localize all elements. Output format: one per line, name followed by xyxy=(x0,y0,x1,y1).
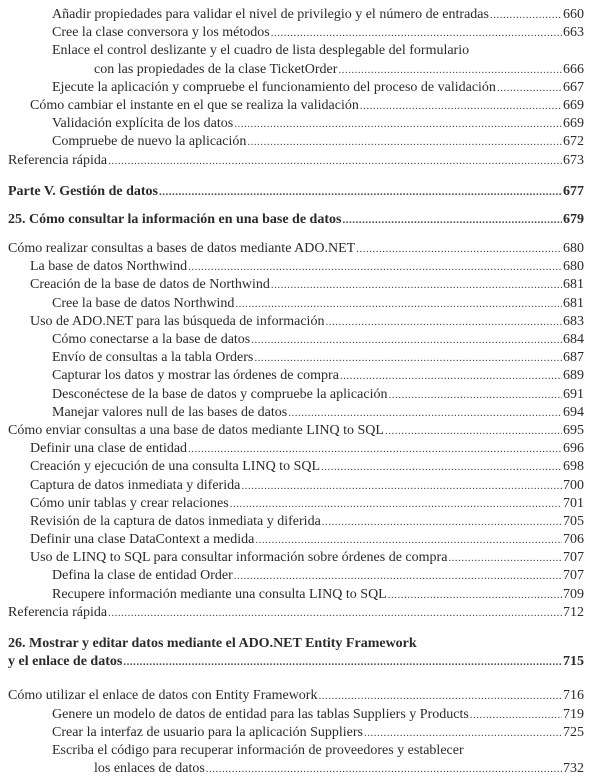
toc-entry xyxy=(8,760,584,778)
toc-heading xyxy=(8,653,584,671)
toc-heading xyxy=(8,211,584,229)
dot-leader xyxy=(108,604,562,622)
toc-entry xyxy=(8,152,584,170)
toc-entry-title: Uso de ADO.NET para las búsqueda de información xyxy=(30,313,325,329)
dot-leader xyxy=(254,349,562,367)
toc-entry xyxy=(8,79,584,97)
toc-entry-title: Definir una clase DataContext a medida xyxy=(30,532,255,548)
toc-entry-title: Capturar los datos y mostrar las órdenes de compra xyxy=(52,368,339,384)
toc-entry xyxy=(8,586,584,604)
toc-entry xyxy=(8,331,584,349)
toc-page-number: 700 xyxy=(563,477,584,493)
toc-page-number: 672 xyxy=(563,134,584,150)
toc-entry-title: Genere un modelo de datos de entidad para las tablas Suppliers y Products xyxy=(52,706,469,722)
toc-entry xyxy=(8,61,584,79)
toc-entry xyxy=(8,133,584,151)
toc-entry-title: Validación explícita de los datos xyxy=(52,116,234,132)
dot-leader xyxy=(388,386,562,404)
toc-entry-title: Ejecute la aplicación y compruebe el funcionamiento del proceso de validación xyxy=(52,79,496,95)
toc-entry xyxy=(8,24,584,42)
toc-page-number: 667 xyxy=(563,79,584,95)
toc-entry-title: Compruebe de nuevo la aplicación xyxy=(52,134,247,150)
toc-page-number: 677 xyxy=(563,183,584,199)
toc-page-number: 732 xyxy=(563,761,584,777)
dot-leader xyxy=(188,258,562,276)
toc-page-number: 681 xyxy=(563,277,584,293)
toc-page-number: 680 xyxy=(563,259,584,275)
toc-entry-title: Revisión de la captura de datos inmediata y diferida xyxy=(30,513,321,529)
toc-entry-title: 26. Mostrar y editar datos mediante el ADO.NET Entity Framework xyxy=(8,636,417,651)
toc-page-number: 696 xyxy=(563,441,584,457)
toc-page-number: 660 xyxy=(563,7,584,22)
toc-entry xyxy=(8,687,584,705)
dot-leader xyxy=(497,79,562,97)
toc-entry xyxy=(8,97,584,115)
toc-entry-title: Cómo unir tablas y crear relaciones xyxy=(30,495,229,511)
toc-entry-title: Definir una clase de entidad xyxy=(30,441,188,457)
dot-leader xyxy=(364,724,562,742)
toc-entry-title: Cómo realizar consultas a bases de datos mediante ADO.NET xyxy=(8,241,356,257)
toc-entry xyxy=(8,422,584,440)
dot-leader xyxy=(241,477,562,495)
toc-page-number: 673 xyxy=(563,152,584,168)
toc-entry xyxy=(8,258,584,276)
toc-entry-title-continued: con las propiedades de la clase TicketOrder xyxy=(94,61,338,77)
dot-leader xyxy=(188,440,562,458)
toc-page-number: 719 xyxy=(563,706,584,722)
toc-entry-title: Cree la base de datos Northwind xyxy=(52,295,235,311)
dot-leader xyxy=(108,152,562,170)
dot-leader xyxy=(448,549,562,567)
toc-page-number: 681 xyxy=(563,295,584,311)
toc-entry xyxy=(8,549,584,567)
toc-entry-title: Referencia rápida xyxy=(8,152,108,168)
toc-page-number: 666 xyxy=(563,61,584,77)
dot-leader xyxy=(271,24,562,42)
toc-entry xyxy=(8,495,584,513)
dot-leader xyxy=(340,367,562,385)
toc-entry-title: Cómo utilizar el enlace de datos con Entity Framework xyxy=(8,688,318,704)
toc-page-number: 725 xyxy=(563,724,584,740)
toc-page-number: 669 xyxy=(563,97,584,113)
toc-entry-title: Captura de datos inmediata y diferida xyxy=(30,477,241,493)
toc-entry-title: Escriba el código para recuperar información de proveedores y establecer xyxy=(52,742,464,758)
dot-leader xyxy=(247,133,562,151)
toc-entry-title: La base de datos Northwind xyxy=(30,259,188,275)
toc-page-number: 709 xyxy=(563,586,584,602)
toc-entry-title: Cómo enviar consultas a una base de datos mediante LINQ to SQL xyxy=(8,422,384,438)
toc-entry-title: Enlace el control deslizante y el cuadro de lista desplegable del formulario xyxy=(52,43,470,59)
toc-entry xyxy=(8,604,584,622)
toc-entry xyxy=(8,724,584,742)
dot-leader xyxy=(356,240,562,258)
toc-entry-title: Uso de LINQ to SQL para consultar información sobre órdenes de compra xyxy=(30,550,448,566)
toc-page-number: 691 xyxy=(563,386,584,402)
toc-entry-title-continued: los enlaces de datos xyxy=(94,761,205,777)
toc-entry xyxy=(8,567,584,585)
dot-leader xyxy=(322,513,562,531)
dot-leader xyxy=(206,760,562,778)
toc-entry-title: Defina la clase de entidad Order xyxy=(52,568,233,584)
toc-entry-title: Cómo cambiar el instante en el que se realiza la validación xyxy=(30,97,359,113)
toc-page-number: 716 xyxy=(563,688,584,704)
toc-page-number: 687 xyxy=(563,350,584,366)
dot-leader xyxy=(123,653,562,671)
dot-leader xyxy=(234,567,562,585)
toc-entry xyxy=(8,115,584,133)
dot-leader xyxy=(230,495,562,513)
toc-page-number: 694 xyxy=(563,404,584,420)
toc-entry-title: Añadir propiedades para validar el nivel de privilegio y el número de entradas xyxy=(52,7,489,22)
dot-leader xyxy=(385,422,562,440)
dot-leader xyxy=(470,706,562,724)
toc-page-number: 663 xyxy=(563,25,584,41)
toc-entry xyxy=(8,386,584,404)
toc-entry xyxy=(8,440,584,458)
dot-leader xyxy=(342,211,562,229)
dot-leader xyxy=(235,295,562,313)
dot-leader xyxy=(360,97,562,115)
toc-page-number: 689 xyxy=(563,368,584,384)
toc-heading xyxy=(8,183,584,201)
toc-entry-title: Parte V. Gestión de datos xyxy=(8,183,158,199)
toc-entry-title: Cree la clase conversora y los métodos xyxy=(52,25,270,41)
toc-page-number: 679 xyxy=(563,211,584,227)
toc-page-number: 706 xyxy=(563,532,584,548)
toc-entry xyxy=(8,404,584,422)
toc-entry-title: Desconéctese de la base de datos y compruebe la aplicación xyxy=(52,386,388,402)
dot-leader xyxy=(388,586,562,604)
toc-entry-title: Crear la interfaz de usuario para la aplicación Suppliers xyxy=(52,724,363,740)
dot-leader xyxy=(490,6,562,24)
dot-leader xyxy=(255,531,562,549)
toc-entry-title: Envío de consultas a la tabla Orders xyxy=(52,350,254,366)
toc-entry xyxy=(8,295,584,313)
toc-page-number: 680 xyxy=(563,241,584,257)
toc-heading xyxy=(8,635,584,653)
toc-entry xyxy=(8,458,584,476)
toc-entry xyxy=(8,6,584,24)
toc-entry-title: Cómo conectarse a la base de datos xyxy=(52,332,251,347)
dot-leader xyxy=(271,276,562,294)
toc-entry-title: Creación y ejecución de una consulta LINQ to SQL xyxy=(30,459,321,475)
dot-leader xyxy=(318,687,562,705)
toc-entry xyxy=(8,367,584,385)
toc-page-number: 712 xyxy=(563,604,584,620)
toc-entry xyxy=(8,531,584,549)
dot-leader xyxy=(321,458,562,476)
table-of-contents xyxy=(8,6,584,778)
toc-entry-title: Creación de la base de datos de Northwind xyxy=(30,277,270,293)
toc-page-number: 707 xyxy=(563,550,584,566)
dot-leader xyxy=(338,61,562,79)
toc-page-number: 701 xyxy=(563,495,584,511)
toc-entry-title: Referencia rápida xyxy=(8,604,108,620)
toc-entry xyxy=(8,276,584,294)
toc-entry-title: 25. Cómo consultar la información en una base de datos xyxy=(8,211,342,227)
toc-page-number: 669 xyxy=(563,116,584,132)
toc-entry xyxy=(8,742,584,760)
toc-page-number: 707 xyxy=(563,568,584,584)
toc-entry-title: Manejar valores null de las bases de datos xyxy=(52,404,288,420)
toc-entry xyxy=(8,477,584,495)
dot-leader xyxy=(234,115,562,133)
toc-page-number: 695 xyxy=(563,422,584,438)
dot-leader xyxy=(288,404,562,422)
dot-leader xyxy=(251,331,562,349)
toc-entry-title-continued: y el enlace de datos xyxy=(8,654,123,670)
toc-entry-title: Recupere información mediante una consulta LINQ to SQL xyxy=(52,586,387,602)
toc-page-number: 684 xyxy=(563,332,584,347)
toc-entry xyxy=(8,349,584,367)
toc-page-number: 705 xyxy=(563,513,584,529)
dot-leader xyxy=(159,183,562,201)
toc-entry xyxy=(8,313,584,331)
toc-entry xyxy=(8,42,584,60)
toc-page-number: 715 xyxy=(563,654,584,670)
dot-leader xyxy=(325,313,562,331)
toc-entry xyxy=(8,513,584,531)
toc-page-number: 698 xyxy=(563,459,584,475)
toc-entry xyxy=(8,706,584,724)
toc-page-number: 683 xyxy=(563,313,584,329)
toc-entry xyxy=(8,240,584,258)
